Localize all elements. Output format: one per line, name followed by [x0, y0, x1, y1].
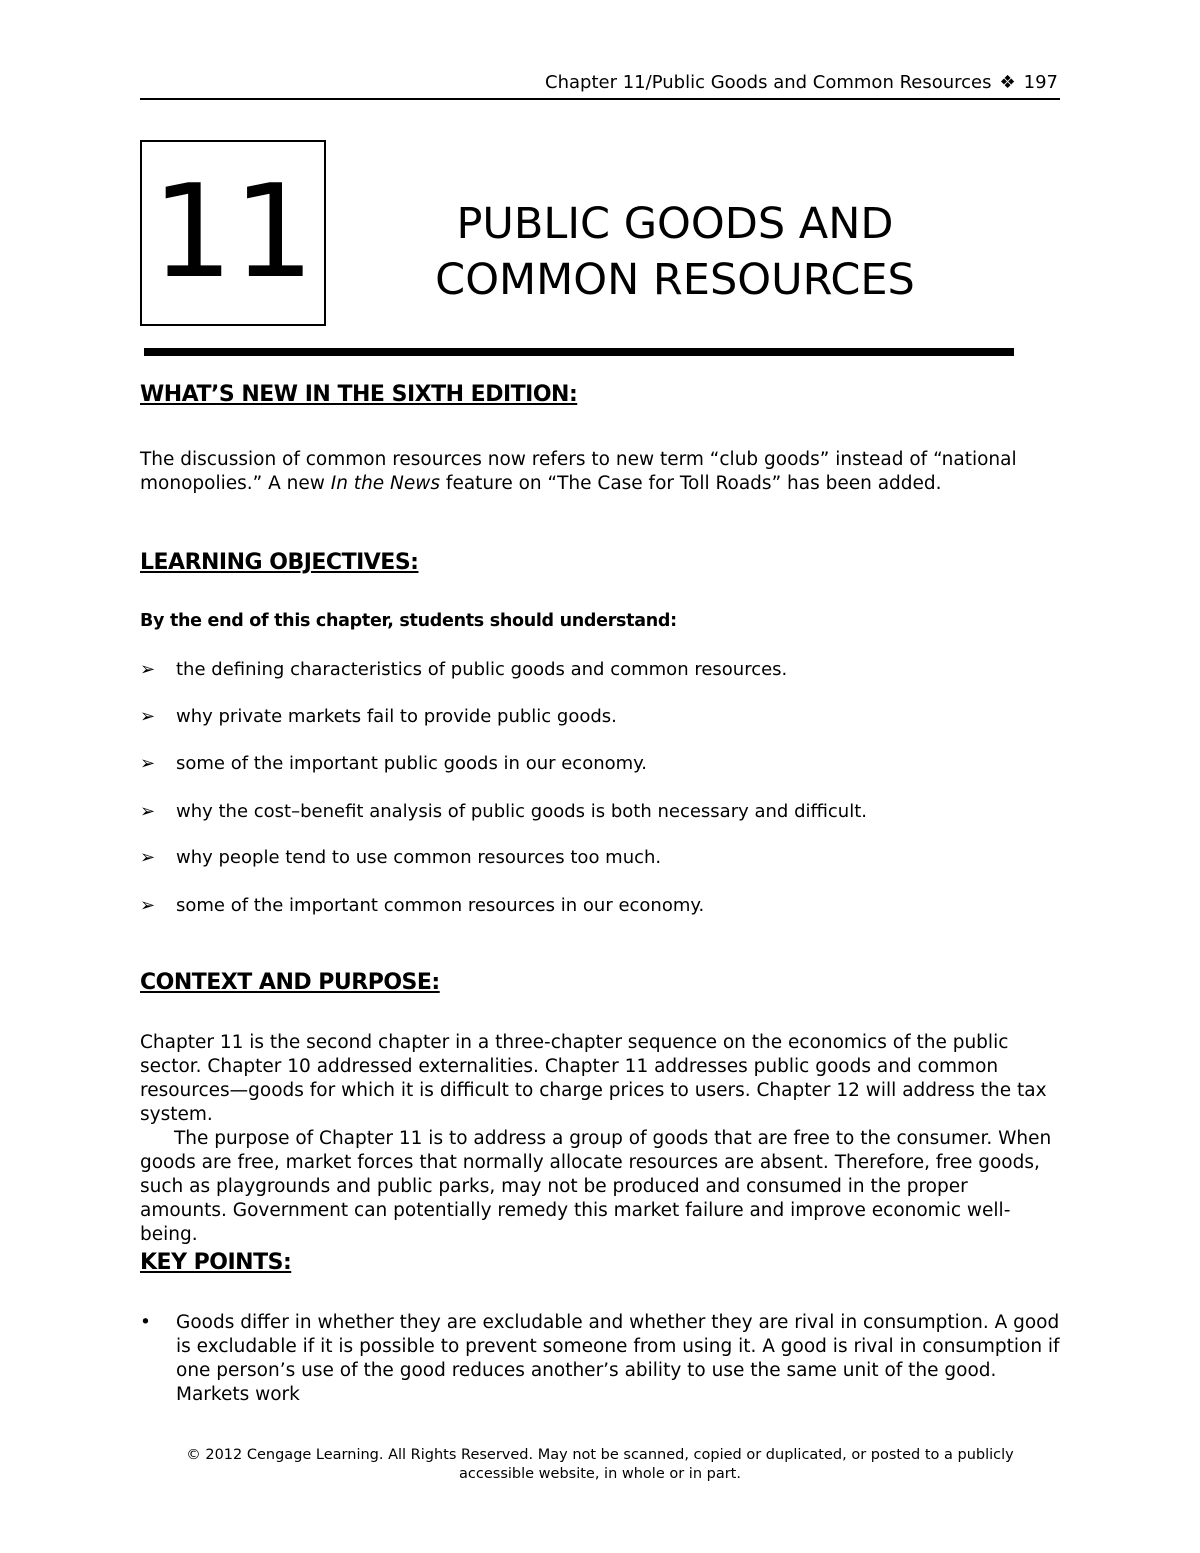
copyright-line-1: © 2012 Cengage Learning. All Rights Reserved. May not be scanned, copied or duplicated, or posted to a publicly — [186, 1447, 1014, 1463]
chapter-number: 11 — [151, 158, 315, 307]
page-number: 197 — [1023, 72, 1058, 93]
objectives-intro: By the end of this chapter, students should understand: — [140, 611, 677, 631]
context-body — [140, 1031, 1060, 1247]
chapter-number-box — [140, 140, 326, 326]
objective-text: why the cost–benefit analysis of public goods is both necessary and difficult. — [176, 801, 867, 822]
chapter-title-line-2: COMMON RESOURCES — [435, 255, 915, 305]
running-header — [140, 72, 1060, 100]
context-paragraph-2 — [140, 1127, 1060, 1247]
whats-new-text: The discussion of common resources now refers to new term “club goods” instead of “national monopolies.” A new — [140, 449, 1017, 494]
objective-text: why private markets fail to provide public goods. — [176, 706, 617, 727]
arrow-bullet-icon: ➢ — [140, 659, 156, 680]
arrow-bullet-icon: ➢ — [140, 801, 156, 822]
learning-objectives-heading: LEARNING OBJECTIVES: — [140, 550, 419, 575]
whats-new-text-end: feature on “The Case for Toll Roads” has been added. — [440, 473, 942, 494]
objective-text: some of the important public goods in our economy. — [176, 753, 647, 774]
context-paragraph-1: Chapter 11 is the second chapter in a three-chapter sequence on the economics of the public sector. Chapter 10 addressed externalities. Chapter 11 addresses public goods and common resources—goods for which it is difficult to charge prices to users. Chapter 12 will address the tax system. — [140, 1032, 1047, 1125]
arrow-bullet-icon: ➢ — [140, 895, 156, 916]
copyright-line-2: accessible website, in whole or in part. — [459, 1466, 741, 1482]
arrow-bullet-icon: ➢ — [140, 706, 156, 727]
objective-item — [140, 658, 787, 682]
whats-new-heading: WHAT’S NEW IN THE SIXTH EDITION: — [140, 382, 578, 407]
key-point-item — [140, 1311, 1060, 1407]
context-heading: CONTEXT AND PURPOSE: — [140, 970, 440, 995]
running-header-text — [545, 72, 1058, 94]
context-paragraph-2-text: The purpose of Chapter 11 is to address a group of goods that are free to the consumer. When goods are free, market forces that normally allocate resources are absent. Therefore, free goods, such as playgrounds and public parks, may not be produced and consumed in the proper amounts. Government can potentially remedy this market failure and improve economic well-being. — [140, 1128, 1052, 1245]
objective-item — [140, 894, 704, 918]
arrow-bullet-icon: ➢ — [140, 753, 156, 774]
objective-text: some of the important common resources in our economy. — [176, 895, 705, 916]
objective-text: why people tend to use common resources too much. — [176, 847, 662, 868]
in-the-news-italic: In the News — [330, 473, 441, 494]
whats-new-paragraph — [140, 448, 1060, 496]
copyright-footer — [140, 1446, 1060, 1484]
objective-item — [140, 705, 617, 729]
chapter-reference: Chapter 11/Public Goods and Common Resources — [545, 72, 992, 93]
diamond-separator-icon: ❖ — [999, 72, 1016, 93]
key-points-heading: KEY POINTS: — [140, 1250, 292, 1275]
objective-text: the defining characteristics of public goods and common resources. — [176, 659, 788, 680]
key-point-text: Goods differ in whether they are excludable and whether they are rival in consumption. A good is excludable if it is possible to prevent someone from using it. A good is rival in consumption if one person’s use of the good reduces another’s ability to use the same unit of the good. Markets work — [176, 1312, 1060, 1405]
title-divider — [144, 348, 1014, 356]
bullet-icon: • — [140, 1312, 151, 1333]
objective-item — [140, 800, 867, 824]
arrow-bullet-icon: ➢ — [140, 847, 156, 868]
chapter-title-line-1: PUBLIC GOODS AND — [456, 199, 894, 249]
chapter-title — [380, 196, 970, 308]
objective-item — [140, 846, 661, 870]
objective-item — [140, 752, 647, 776]
